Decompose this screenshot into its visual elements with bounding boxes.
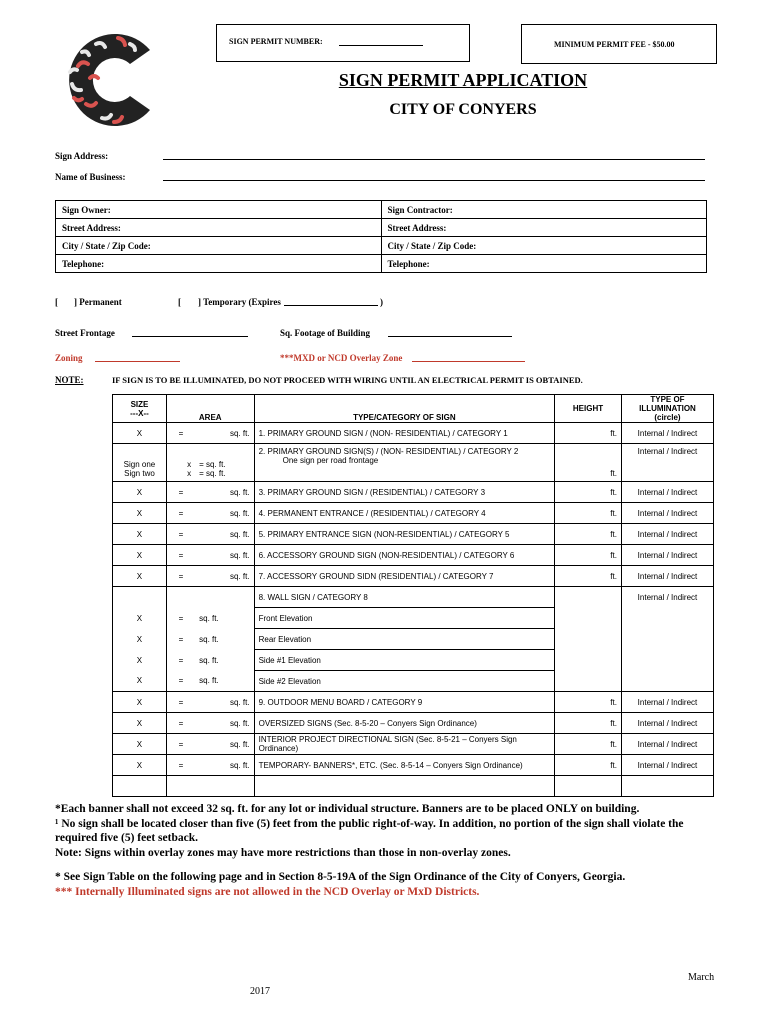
table-cell: sq. ft. bbox=[195, 482, 254, 503]
table-cell: X bbox=[113, 545, 167, 566]
table-cell: = bbox=[166, 692, 195, 713]
table-cell: sq. ft. bbox=[195, 524, 254, 545]
table-cell: ft. bbox=[555, 734, 622, 755]
table-cell: 3. PRIMARY GROUND SIGN / (RESIDENTIAL) / CATEGORY 3 bbox=[254, 482, 555, 503]
table-cell[interactable]: X bbox=[113, 423, 167, 444]
table-cell[interactable] bbox=[555, 776, 622, 797]
table-cell[interactable] bbox=[195, 587, 254, 608]
table-cell: sq. ft. bbox=[195, 734, 254, 755]
table-row bbox=[113, 503, 714, 524]
table-row bbox=[113, 566, 714, 587]
contractor-phone-cell[interactable]: Telephone: bbox=[381, 255, 707, 273]
table-cell: Internal / Indirect bbox=[621, 545, 713, 566]
size-header: SIZE ---X-- bbox=[113, 395, 167, 423]
sign-category-table bbox=[112, 394, 714, 797]
table-cell: sq. ft. bbox=[195, 503, 254, 524]
table-cell: = bbox=[166, 423, 195, 444]
footer-year: 2017 bbox=[250, 986, 270, 997]
table-cell[interactable] bbox=[254, 776, 555, 797]
illumination-warning: *** Internally Illuminated signs are not allowed in the NCD Overlay or MxD Districts. bbox=[55, 885, 480, 898]
table-cell: X bbox=[113, 692, 167, 713]
table-cell: Internal / Indirect bbox=[621, 566, 713, 587]
table-cell: = bbox=[166, 545, 195, 566]
table-cell: X bbox=[113, 755, 167, 776]
permanent-option[interactable]: ] Permanent bbox=[74, 297, 122, 307]
table-row bbox=[113, 482, 714, 503]
table-row bbox=[113, 629, 714, 650]
table-cell: X bbox=[113, 608, 167, 629]
sign-owner-cell[interactable]: Sign Owner: bbox=[56, 201, 382, 219]
temporary-option[interactable]: ] Temporary (Expires bbox=[198, 297, 281, 307]
business-name-label: Name of Business: bbox=[55, 172, 126, 182]
table-cell[interactable] bbox=[195, 776, 254, 797]
table-cell[interactable] bbox=[621, 608, 713, 629]
table-cell[interactable]: sq. ft. bbox=[195, 423, 254, 444]
table-cell: = bbox=[166, 755, 195, 776]
table-cell: Side #1 Elevation bbox=[254, 650, 555, 671]
table-cell[interactable]: Sign one Sign two bbox=[113, 444, 167, 482]
owner-phone-cell[interactable]: Telephone: bbox=[56, 255, 382, 273]
business-name-field[interactable] bbox=[163, 180, 705, 181]
area-header: AREA bbox=[166, 395, 254, 423]
table-cell: ft. bbox=[555, 482, 622, 503]
table-row bbox=[113, 734, 714, 755]
sign-address-field[interactable] bbox=[163, 159, 705, 160]
table-cell[interactable] bbox=[555, 671, 622, 692]
table-row bbox=[113, 444, 714, 482]
table-cell[interactable] bbox=[555, 650, 622, 671]
table-cell: sq. ft. bbox=[195, 650, 254, 671]
sign-contractor-cell[interactable]: Sign Contractor: bbox=[381, 201, 707, 219]
table-cell[interactable] bbox=[555, 608, 622, 629]
overlay-zone-label: ***MXD or NCD Overlay Zone bbox=[280, 353, 403, 363]
owner-street-cell[interactable]: Street Address: bbox=[56, 219, 382, 237]
table-row bbox=[113, 692, 714, 713]
sign-table-reference: * See Sign Table on the following page and in Section 8-5-19A of the Sign Ordinance of the City of Conyers, Georgia. bbox=[55, 871, 626, 883]
table-cell: = bbox=[166, 566, 195, 587]
table-cell: TEMPORARY- BANNERS*, ETC. (Sec. 8-5-14 – Conyers Sign Ordinance) bbox=[254, 755, 555, 776]
table-cell: = bbox=[166, 608, 195, 629]
table-row bbox=[113, 524, 714, 545]
table-cell: X bbox=[113, 524, 167, 545]
table-cell[interactable]: = sq. ft. = sq. ft. bbox=[195, 444, 254, 482]
table-cell: sq. ft. bbox=[195, 629, 254, 650]
table-cell: ft. bbox=[555, 545, 622, 566]
table-cell: ft. bbox=[555, 524, 622, 545]
table-cell: 9. OUTDOOR MENU BOARD / CATEGORY 9 bbox=[254, 692, 555, 713]
table-cell: ft. bbox=[555, 713, 622, 734]
table-row bbox=[113, 395, 714, 423]
permanent-bracket[interactable]: [ bbox=[55, 297, 58, 307]
table-row bbox=[113, 423, 714, 444]
table-cell[interactable] bbox=[166, 587, 195, 608]
footnotes bbox=[55, 802, 715, 899]
permit-number-label: SIGN PERMIT NUMBER: bbox=[229, 37, 323, 46]
table-cell: Front Elevation bbox=[254, 608, 555, 629]
table-cell[interactable] bbox=[621, 776, 713, 797]
height-header: HEIGHT bbox=[555, 395, 622, 423]
table-cell: Internal / Indirect bbox=[621, 692, 713, 713]
sign-address-label: Sign Address: bbox=[55, 151, 109, 161]
setback-footnote: ¹ No sign shall be located closer than five (5) feet from the public right-of-way. In addition, no portion of the sign shall violate the required five (5) feet setback. bbox=[55, 817, 684, 844]
table-cell: = bbox=[166, 734, 195, 755]
table-row bbox=[113, 755, 714, 776]
table-cell: sq. ft. bbox=[195, 566, 254, 587]
street-frontage-label: Street Frontage bbox=[55, 328, 115, 338]
table-cell: X bbox=[113, 713, 167, 734]
table-row bbox=[113, 713, 714, 734]
note-label: NOTE: bbox=[55, 375, 84, 385]
table-cell: Internal / Indirect bbox=[621, 587, 713, 608]
table-cell: = bbox=[166, 671, 195, 692]
table-cell: ft. bbox=[555, 566, 622, 587]
table-cell[interactable]: ft. bbox=[555, 423, 622, 444]
page-subtitle: CITY OF CONYERS bbox=[389, 101, 537, 118]
expires-field[interactable] bbox=[284, 305, 378, 306]
table-cell: = bbox=[166, 503, 195, 524]
table-cell: sq. ft. bbox=[195, 545, 254, 566]
table-cell[interactable] bbox=[621, 671, 713, 692]
table-cell[interactable]: Internal / Indirect bbox=[621, 444, 713, 482]
table-cell: X bbox=[113, 650, 167, 671]
table-cell: Internal / Indirect bbox=[621, 482, 713, 503]
table-cell[interactable] bbox=[113, 587, 167, 608]
table-cell: X bbox=[113, 503, 167, 524]
table-cell: = bbox=[166, 713, 195, 734]
table-cell: INTERIOR PROJECT DIRECTIONAL SIGN (Sec. 8-5-21 – Conyers Sign Ordinance) bbox=[254, 734, 555, 755]
table-cell[interactable]: Internal / Indirect bbox=[621, 423, 713, 444]
table-cell: ft. bbox=[555, 503, 622, 524]
table-cell: 5. PRIMARY ENTRANCE SIGN (NON-RESIDENTIAL) / CATEGORY 5 bbox=[254, 524, 555, 545]
footer-month: March bbox=[688, 972, 715, 983]
table-cell[interactable] bbox=[621, 650, 713, 671]
overlay-note: Note: Signs within overlay zones may have more restrictions than those in non-overlay zones. bbox=[55, 846, 511, 859]
zoning-field[interactable] bbox=[95, 361, 180, 362]
table-cell: 1. PRIMARY GROUND SIGN / (NON- RESIDENTIAL) / CATEGORY 1 bbox=[254, 423, 555, 444]
table-row bbox=[113, 776, 714, 797]
table-cell: X bbox=[113, 671, 167, 692]
contractor-street-cell[interactable]: Street Address: bbox=[381, 219, 707, 237]
table-cell: X bbox=[113, 482, 167, 503]
zoning-label: Zoning bbox=[55, 353, 83, 363]
table-cell: ft. bbox=[555, 755, 622, 776]
banner-footnote: *Each banner shall not exceed 32 sq. ft. for any lot or individual structure. Banners are to be placed ONLY on building. bbox=[55, 803, 640, 815]
sq-footage-label: Sq. Footage of Building bbox=[280, 328, 371, 338]
table-cell: Internal / Indirect bbox=[621, 503, 713, 524]
table-row bbox=[113, 650, 714, 671]
table-cell: sq. ft. bbox=[195, 755, 254, 776]
table-cell: Internal / Indirect bbox=[621, 524, 713, 545]
table-cell: sq. ft. bbox=[195, 692, 254, 713]
table-cell: sq. ft. bbox=[195, 608, 254, 629]
table-cell: Internal / Indirect bbox=[621, 713, 713, 734]
table-cell: 6. ACCESSORY GROUND SIGN (NON-RESIDENTIAL) / CATEGORY 6 bbox=[254, 545, 555, 566]
type-header: TYPE/CATEGORY OF SIGN bbox=[254, 395, 555, 423]
table-cell: X bbox=[113, 566, 167, 587]
table-cell: x x bbox=[166, 444, 195, 482]
table-row bbox=[113, 608, 714, 629]
overlay-zone-field[interactable] bbox=[412, 361, 525, 362]
permit-number-field[interactable] bbox=[339, 45, 423, 46]
illumination-header: TYPE OF ILLUMINATION (circle) bbox=[621, 395, 713, 423]
owner-city-cell[interactable]: City / State / Zip Code: bbox=[56, 237, 382, 255]
table-cell: 8. WALL SIGN / CATEGORY 8 bbox=[254, 587, 555, 608]
table-cell: 4. PERMANENT ENTRANCE / (RESIDENTIAL) / CATEGORY 4 bbox=[254, 503, 555, 524]
min-fee-text: MINIMUM PERMIT FEE - $50.00 bbox=[554, 40, 675, 49]
table-cell: 2. PRIMARY GROUND SIGN(S) / (NON- RESIDENTIAL) / CATEGORY 2 One sign per road frontage bbox=[254, 444, 555, 482]
table-row bbox=[113, 671, 714, 692]
owner-contractor-table bbox=[55, 200, 707, 273]
page-title: SIGN PERMIT APPLICATION bbox=[338, 70, 588, 90]
table-cell: OVERSIZED SIGNS (Sec. 8-5-20 – Conyers Sign Ordinance) bbox=[254, 713, 555, 734]
table-cell: = bbox=[166, 524, 195, 545]
contractor-city-cell[interactable]: City / State / Zip Code: bbox=[381, 237, 707, 255]
table-cell: sq. ft. bbox=[195, 671, 254, 692]
table-row bbox=[113, 545, 714, 566]
table-row bbox=[113, 587, 714, 608]
table-cell: ft. bbox=[555, 692, 622, 713]
note-text: IF SIGN IS TO BE ILLUMINATED, DO NOT PROCEED WITH WIRING UNTIL AN ELECTRICAL PERMIT IS OBTAINED. bbox=[112, 375, 583, 385]
table-cell: Side #2 Elevation bbox=[254, 671, 555, 692]
table-cell[interactable] bbox=[555, 629, 622, 650]
table-cell[interactable] bbox=[621, 629, 713, 650]
table-cell[interactable] bbox=[166, 776, 195, 797]
sq-footage-field[interactable] bbox=[388, 336, 512, 337]
table-cell: Internal / Indirect bbox=[621, 755, 713, 776]
table-cell[interactable] bbox=[113, 776, 167, 797]
table-cell: Rear Elevation bbox=[254, 629, 555, 650]
table-cell: = bbox=[166, 629, 195, 650]
table-cell[interactable]: ft. bbox=[555, 444, 622, 482]
table-cell: = bbox=[166, 482, 195, 503]
temporary-close-paren: ) bbox=[380, 297, 383, 307]
table-cell: Internal / Indirect bbox=[621, 734, 713, 755]
min-fee-box bbox=[521, 24, 717, 64]
table-cell[interactable] bbox=[555, 587, 622, 608]
permit-number-box bbox=[216, 24, 470, 62]
table-cell: = bbox=[166, 650, 195, 671]
table-cell: X bbox=[113, 629, 167, 650]
table-cell: X bbox=[113, 734, 167, 755]
temporary-bracket[interactable]: [ bbox=[178, 297, 181, 307]
table-cell: sq. ft. bbox=[195, 713, 254, 734]
street-frontage-field[interactable] bbox=[132, 336, 248, 337]
table-cell: 7. ACCESSORY GROUND SIDN (RESIDENTIAL) / CATEGORY 7 bbox=[254, 566, 555, 587]
